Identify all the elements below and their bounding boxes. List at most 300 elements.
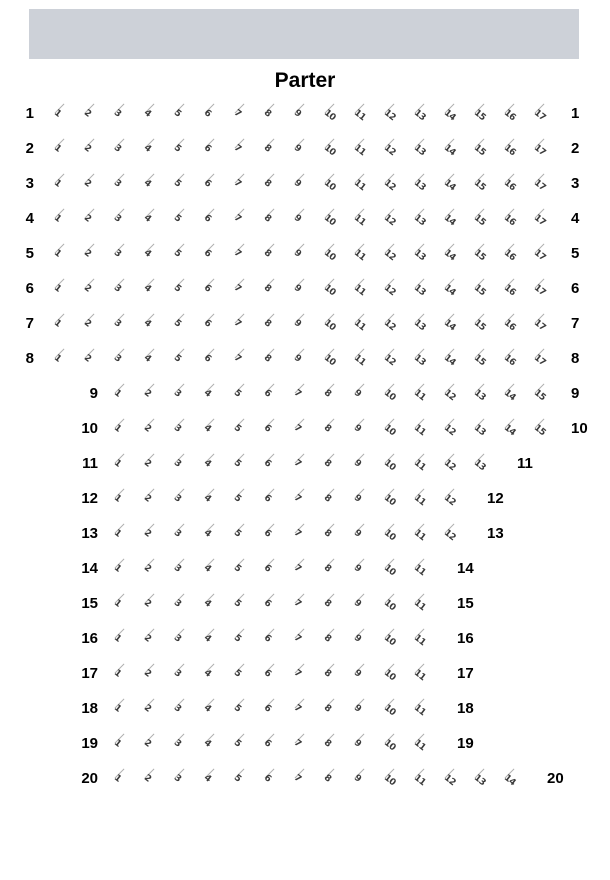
seat[interactable] <box>171 486 195 510</box>
seat[interactable] <box>471 766 495 790</box>
seat[interactable] <box>141 766 165 790</box>
seat[interactable] <box>111 346 135 370</box>
seat[interactable] <box>441 276 465 300</box>
seat[interactable] <box>441 451 465 475</box>
seat[interactable] <box>141 171 165 195</box>
seat[interactable] <box>261 311 285 335</box>
seat[interactable] <box>291 731 315 755</box>
seat[interactable] <box>201 451 225 475</box>
seat[interactable] <box>231 276 255 300</box>
seat[interactable] <box>411 311 435 335</box>
seat[interactable] <box>351 171 375 195</box>
seat[interactable] <box>291 416 315 440</box>
seat[interactable] <box>381 171 405 195</box>
seat[interactable] <box>501 136 525 160</box>
seat[interactable] <box>141 101 165 125</box>
seat[interactable] <box>201 766 225 790</box>
seat[interactable] <box>321 206 345 230</box>
seat[interactable] <box>141 381 165 405</box>
seat[interactable] <box>471 101 495 125</box>
seat[interactable] <box>411 206 435 230</box>
seat[interactable] <box>351 731 375 755</box>
seat[interactable] <box>261 766 285 790</box>
seat[interactable] <box>471 241 495 265</box>
seat[interactable] <box>261 591 285 615</box>
seat[interactable] <box>291 346 315 370</box>
seat[interactable] <box>171 346 195 370</box>
seat[interactable] <box>291 696 315 720</box>
seat[interactable] <box>51 276 75 300</box>
seat[interactable] <box>171 451 195 475</box>
seat[interactable] <box>81 101 105 125</box>
seat[interactable] <box>231 311 255 335</box>
seat[interactable] <box>111 416 135 440</box>
seat[interactable] <box>111 381 135 405</box>
seat[interactable] <box>531 206 555 230</box>
seat[interactable] <box>141 521 165 545</box>
seat[interactable] <box>261 696 285 720</box>
seat[interactable] <box>261 346 285 370</box>
seat[interactable] <box>501 346 525 370</box>
seat[interactable] <box>381 451 405 475</box>
seat[interactable] <box>261 276 285 300</box>
seat[interactable] <box>471 381 495 405</box>
seat[interactable] <box>51 101 75 125</box>
seat[interactable] <box>141 346 165 370</box>
seat[interactable] <box>411 171 435 195</box>
seat[interactable] <box>231 416 255 440</box>
seat[interactable] <box>501 766 525 790</box>
seat[interactable] <box>291 241 315 265</box>
seat[interactable] <box>231 766 255 790</box>
seat[interactable] <box>351 241 375 265</box>
seat[interactable] <box>441 206 465 230</box>
seat[interactable] <box>141 486 165 510</box>
seat[interactable] <box>291 171 315 195</box>
seat[interactable] <box>231 171 255 195</box>
seat[interactable] <box>381 311 405 335</box>
seat[interactable] <box>51 346 75 370</box>
seat[interactable] <box>201 101 225 125</box>
seat[interactable] <box>261 171 285 195</box>
seat[interactable] <box>381 346 405 370</box>
seat[interactable] <box>261 206 285 230</box>
seat[interactable] <box>111 661 135 685</box>
seat[interactable] <box>171 626 195 650</box>
seat[interactable] <box>321 311 345 335</box>
seat-number-label: 15 <box>531 388 548 403</box>
seat[interactable] <box>81 136 105 160</box>
seat[interactable] <box>201 731 225 755</box>
seat[interactable] <box>411 521 435 545</box>
seat[interactable] <box>351 591 375 615</box>
seat[interactable] <box>171 696 195 720</box>
seat[interactable] <box>321 766 345 790</box>
seat[interactable] <box>471 311 495 335</box>
seat[interactable] <box>351 626 375 650</box>
seat[interactable] <box>441 346 465 370</box>
seat[interactable] <box>261 521 285 545</box>
seat-number-label: 12 <box>381 283 398 298</box>
seat[interactable] <box>291 766 315 790</box>
seat-number-label: 4 <box>201 563 213 575</box>
seat[interactable] <box>351 276 375 300</box>
seat[interactable] <box>321 626 345 650</box>
seat[interactable] <box>171 556 195 580</box>
seat[interactable] <box>471 416 495 440</box>
seat[interactable] <box>81 206 105 230</box>
seat[interactable] <box>201 206 225 230</box>
seat[interactable] <box>111 206 135 230</box>
seat[interactable] <box>231 696 255 720</box>
seat[interactable] <box>381 136 405 160</box>
seat[interactable] <box>471 136 495 160</box>
seat[interactable] <box>201 591 225 615</box>
seat[interactable] <box>171 381 195 405</box>
seat[interactable] <box>261 416 285 440</box>
seat[interactable] <box>171 311 195 335</box>
seat[interactable] <box>501 101 525 125</box>
seat[interactable] <box>141 206 165 230</box>
seat[interactable] <box>201 346 225 370</box>
seat[interactable] <box>321 731 345 755</box>
seat[interactable] <box>81 241 105 265</box>
seat[interactable] <box>531 241 555 265</box>
seat[interactable] <box>471 171 495 195</box>
seat[interactable] <box>321 696 345 720</box>
seat[interactable] <box>531 416 555 440</box>
seat[interactable] <box>501 381 525 405</box>
seat[interactable] <box>351 696 375 720</box>
seat[interactable] <box>261 731 285 755</box>
seat[interactable] <box>411 486 435 510</box>
seat[interactable] <box>381 766 405 790</box>
seat[interactable] <box>501 206 525 230</box>
seat[interactable] <box>141 696 165 720</box>
seat[interactable] <box>321 346 345 370</box>
seat[interactable] <box>291 451 315 475</box>
seat-number-label: 17 <box>531 248 548 263</box>
seat[interactable] <box>261 451 285 475</box>
seat[interactable] <box>141 661 165 685</box>
seat[interactable] <box>501 276 525 300</box>
seat-number-label: 14 <box>501 388 518 403</box>
seat[interactable] <box>321 381 345 405</box>
seat[interactable] <box>351 451 375 475</box>
seat[interactable] <box>411 346 435 370</box>
seat[interactable] <box>441 241 465 265</box>
seat[interactable] <box>81 276 105 300</box>
seat[interactable] <box>231 346 255 370</box>
seat[interactable] <box>201 696 225 720</box>
seat[interactable] <box>411 416 435 440</box>
seat[interactable] <box>141 591 165 615</box>
seat[interactable] <box>531 171 555 195</box>
seat[interactable] <box>321 276 345 300</box>
seat[interactable] <box>321 591 345 615</box>
seat[interactable] <box>111 696 135 720</box>
seat[interactable] <box>171 241 195 265</box>
seat[interactable] <box>351 136 375 160</box>
seat[interactable] <box>411 276 435 300</box>
seat[interactable] <box>351 486 375 510</box>
seat[interactable] <box>381 101 405 125</box>
seat[interactable] <box>501 416 525 440</box>
seat[interactable] <box>411 381 435 405</box>
seat[interactable] <box>111 101 135 125</box>
seat[interactable] <box>411 136 435 160</box>
seat[interactable] <box>111 766 135 790</box>
seat[interactable] <box>201 311 225 335</box>
seat[interactable] <box>411 591 435 615</box>
seat[interactable] <box>501 241 525 265</box>
seat[interactable] <box>51 171 75 195</box>
seat[interactable] <box>141 276 165 300</box>
seat[interactable] <box>141 556 165 580</box>
seat[interactable] <box>351 556 375 580</box>
seat[interactable] <box>291 136 315 160</box>
seat[interactable] <box>531 381 555 405</box>
seat[interactable] <box>291 381 315 405</box>
seat[interactable] <box>231 731 255 755</box>
seat[interactable] <box>261 626 285 650</box>
seat[interactable] <box>51 206 75 230</box>
seat[interactable] <box>171 101 195 125</box>
seat[interactable] <box>381 276 405 300</box>
seat[interactable] <box>441 416 465 440</box>
seat[interactable] <box>531 101 555 125</box>
seat-number-label: 8 <box>321 493 333 505</box>
seat[interactable] <box>471 276 495 300</box>
seat[interactable] <box>381 626 405 650</box>
seat[interactable] <box>501 311 525 335</box>
seat[interactable] <box>231 241 255 265</box>
seat[interactable] <box>381 206 405 230</box>
seat[interactable] <box>141 311 165 335</box>
seat[interactable] <box>171 591 195 615</box>
seat[interactable] <box>441 136 465 160</box>
seat[interactable] <box>231 591 255 615</box>
seat-number-label: 5 <box>171 353 183 365</box>
seat[interactable] <box>531 346 555 370</box>
seat[interactable] <box>321 171 345 195</box>
seat[interactable] <box>351 101 375 125</box>
seat[interactable] <box>231 451 255 475</box>
seat-number-label: 14 <box>441 213 458 228</box>
seat[interactable] <box>441 486 465 510</box>
seat[interactable] <box>321 521 345 545</box>
seat[interactable] <box>171 766 195 790</box>
seat[interactable] <box>201 136 225 160</box>
seat[interactable] <box>171 206 195 230</box>
seat[interactable] <box>321 241 345 265</box>
seat[interactable] <box>381 556 405 580</box>
seat[interactable] <box>171 416 195 440</box>
seat[interactable] <box>81 346 105 370</box>
seat[interactable] <box>231 626 255 650</box>
seat[interactable] <box>231 101 255 125</box>
seat[interactable] <box>321 416 345 440</box>
seat[interactable] <box>411 241 435 265</box>
seat[interactable] <box>171 661 195 685</box>
seat[interactable] <box>531 136 555 160</box>
seat[interactable] <box>291 486 315 510</box>
seat[interactable] <box>201 381 225 405</box>
seat[interactable] <box>111 626 135 650</box>
seat[interactable] <box>291 101 315 125</box>
seat[interactable] <box>81 171 105 195</box>
seat[interactable] <box>171 136 195 160</box>
seat[interactable] <box>51 136 75 160</box>
seat[interactable] <box>51 241 75 265</box>
seat[interactable] <box>411 661 435 685</box>
seat[interactable] <box>351 661 375 685</box>
seat[interactable] <box>201 626 225 650</box>
seat[interactable] <box>351 416 375 440</box>
seat[interactable] <box>261 101 285 125</box>
seat[interactable] <box>81 311 105 335</box>
seat[interactable] <box>441 311 465 335</box>
seat[interactable] <box>141 731 165 755</box>
seat[interactable] <box>321 486 345 510</box>
seat[interactable] <box>381 591 405 615</box>
seat[interactable] <box>111 241 135 265</box>
seat[interactable] <box>171 171 195 195</box>
seat[interactable] <box>501 171 525 195</box>
seat[interactable] <box>291 626 315 650</box>
seat[interactable] <box>231 381 255 405</box>
seat[interactable] <box>141 136 165 160</box>
seat[interactable] <box>351 346 375 370</box>
seat[interactable] <box>411 556 435 580</box>
seat[interactable] <box>141 626 165 650</box>
seat[interactable] <box>291 276 315 300</box>
seat[interactable] <box>201 486 225 510</box>
seat[interactable] <box>411 101 435 125</box>
seat-row <box>0 656 610 691</box>
seat[interactable] <box>111 731 135 755</box>
seat[interactable] <box>201 241 225 265</box>
seat[interactable] <box>291 521 315 545</box>
seat[interactable] <box>201 661 225 685</box>
seat[interactable] <box>381 416 405 440</box>
seat[interactable] <box>111 451 135 475</box>
seat[interactable] <box>141 241 165 265</box>
seat[interactable] <box>111 136 135 160</box>
seat-number-label: 9 <box>291 248 303 260</box>
seat[interactable] <box>261 556 285 580</box>
seat[interactable] <box>261 486 285 510</box>
seat[interactable] <box>111 171 135 195</box>
seat-number-label: 13 <box>411 283 428 298</box>
seat[interactable] <box>411 766 435 790</box>
seat[interactable] <box>441 101 465 125</box>
seat[interactable] <box>111 556 135 580</box>
seat[interactable] <box>291 661 315 685</box>
seat-number-label: 17 <box>531 283 548 298</box>
seat[interactable] <box>171 731 195 755</box>
seat[interactable] <box>261 136 285 160</box>
seat[interactable] <box>411 731 435 755</box>
seat[interactable] <box>201 416 225 440</box>
seat[interactable] <box>141 451 165 475</box>
seat[interactable] <box>51 311 75 335</box>
seat[interactable] <box>531 311 555 335</box>
seat[interactable] <box>321 136 345 160</box>
seat-number-label: 2 <box>141 493 153 505</box>
seat[interactable] <box>381 241 405 265</box>
seat[interactable] <box>381 381 405 405</box>
seat[interactable] <box>441 766 465 790</box>
seat[interactable] <box>261 241 285 265</box>
seat[interactable] <box>351 766 375 790</box>
seat[interactable] <box>351 311 375 335</box>
seat[interactable] <box>531 276 555 300</box>
seat[interactable] <box>291 556 315 580</box>
seat[interactable] <box>231 136 255 160</box>
seat[interactable] <box>441 171 465 195</box>
seat[interactable] <box>261 661 285 685</box>
seat[interactable] <box>351 381 375 405</box>
seat[interactable] <box>411 451 435 475</box>
seat[interactable] <box>231 521 255 545</box>
seat[interactable] <box>411 696 435 720</box>
seat[interactable] <box>381 661 405 685</box>
seat[interactable] <box>321 556 345 580</box>
row-label-left: 18 <box>81 700 98 717</box>
seat[interactable] <box>231 556 255 580</box>
seat[interactable] <box>141 416 165 440</box>
seat[interactable] <box>321 101 345 125</box>
seat[interactable] <box>381 731 405 755</box>
seat[interactable] <box>171 276 195 300</box>
seat[interactable] <box>111 276 135 300</box>
seat[interactable] <box>201 521 225 545</box>
seat[interactable] <box>411 626 435 650</box>
seat[interactable] <box>351 206 375 230</box>
seat[interactable] <box>231 486 255 510</box>
seat[interactable] <box>291 311 315 335</box>
seat[interactable] <box>201 276 225 300</box>
seat[interactable] <box>441 521 465 545</box>
seat[interactable] <box>231 661 255 685</box>
seat-row <box>0 621 610 656</box>
seat[interactable] <box>201 556 225 580</box>
seat[interactable] <box>381 486 405 510</box>
seat[interactable] <box>171 521 195 545</box>
seat[interactable] <box>261 381 285 405</box>
seat[interactable] <box>111 486 135 510</box>
row-label-left: 20 <box>81 770 98 787</box>
seat[interactable] <box>201 171 225 195</box>
seat[interactable] <box>291 206 315 230</box>
seat[interactable] <box>441 381 465 405</box>
seat[interactable] <box>471 206 495 230</box>
seat[interactable] <box>111 311 135 335</box>
seat[interactable] <box>111 591 135 615</box>
seat[interactable] <box>321 661 345 685</box>
seat[interactable] <box>471 451 495 475</box>
seat[interactable] <box>231 206 255 230</box>
seat[interactable] <box>111 521 135 545</box>
seat[interactable] <box>291 591 315 615</box>
seat-number-label: 4 <box>141 108 153 120</box>
seat[interactable] <box>381 521 405 545</box>
seat[interactable] <box>321 451 345 475</box>
seat[interactable] <box>471 346 495 370</box>
seat[interactable] <box>381 696 405 720</box>
seat[interactable] <box>351 521 375 545</box>
